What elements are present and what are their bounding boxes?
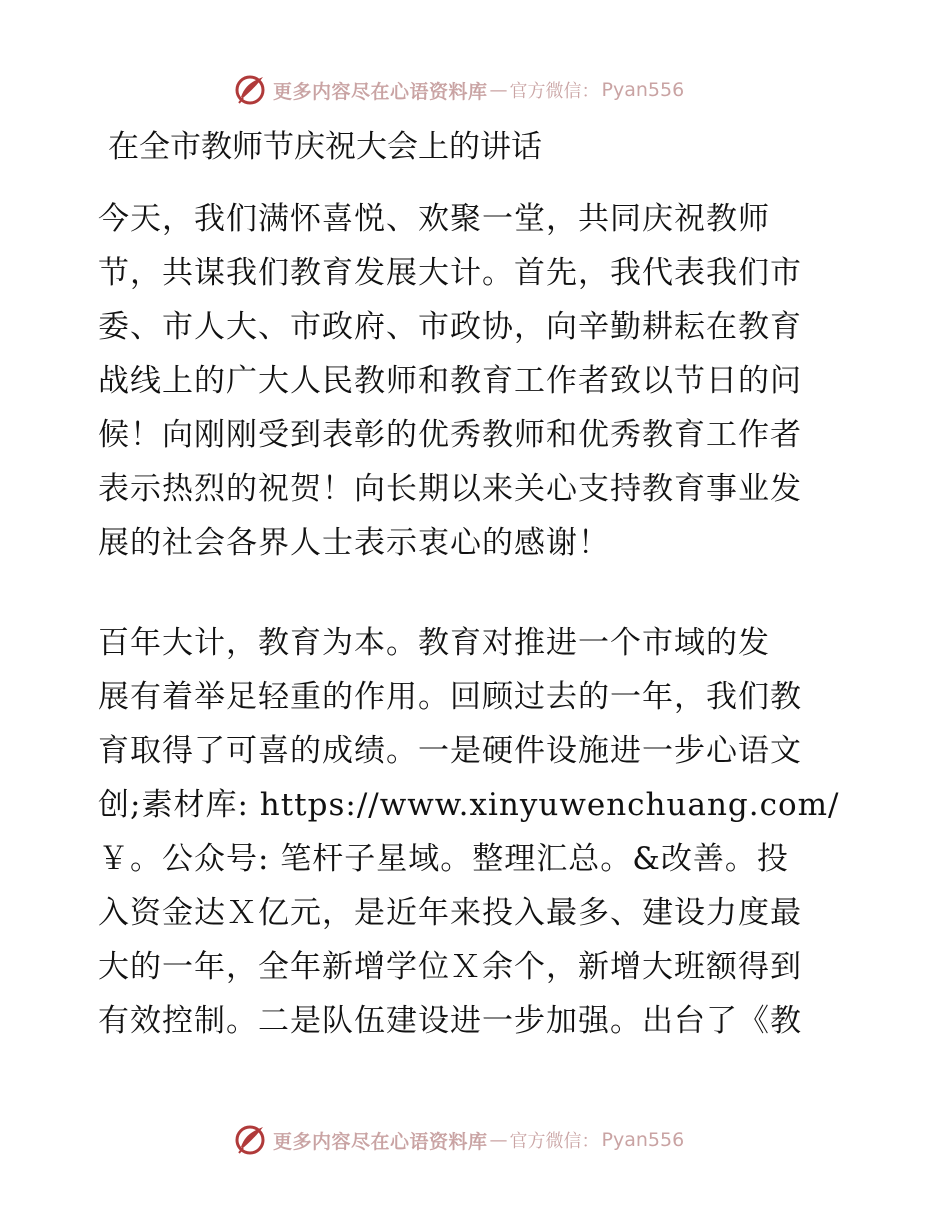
banner-dash: — [489,79,508,101]
paragraph-line: 节，共谋我们教育发展大计。首先，我代表我们市 [98,255,802,291]
paragraph-line: 展的社会各界人士表示衷心的感谢！ [98,525,610,561]
paragraph-line: 有效控制。二是队伍建设进一步加强。出台了《教 [98,1003,802,1039]
paragraph-line: 大的一年，全年新增学位Ｘ余个，新增大班额得到 [98,949,802,985]
quill-logo-icon [233,1123,267,1157]
footer-watermark-banner [233,1122,713,1158]
paragraph-line: 候！向刚刚受到表彰的优秀教师和优秀教育工作者 [98,417,802,453]
paragraph-line: ￥。公众号: 笔杆子星域。整理汇总。&改善。投 [98,841,789,877]
quill-logo-icon [233,73,267,107]
paragraph-line: 展有着举足轻重的作用。回顾过去的一年，我们教 [98,679,802,715]
paragraph-line: 战线上的广大人民教师和教育工作者致以节日的问 [98,363,802,399]
paragraph-line: 创;素材库: https://www.xinyuwenchuang.com/ [98,787,840,823]
header-watermark-banner [233,72,713,108]
banner-contact-label: 官方微信： [509,81,600,102]
banner-text: 更多内容尽在心语资料库 [273,80,488,103]
paragraph-line: 表示热烈的祝贺！向长期以来关心支持教育事业发 [98,471,802,507]
paragraph-line: 入资金达Ｘ亿元，是近年来投入最多、建设力度最 [98,895,802,931]
paragraph-line: 育取得了可喜的成绩。一是硬件设施进一步心语文 [98,733,802,769]
banner-contact-id: Pyan556 [601,79,685,101]
paragraph-line: 今天，我们满怀喜悦、欢聚一堂，共同庆祝教师 [98,201,770,237]
paragraph-line: 百年大计，教育为本。教育对推进一个市域的发 [98,625,770,661]
banner-text: 更多内容尽在心语资料库 [273,1130,488,1153]
banner-contact-label: 官方微信： [509,1131,600,1152]
banner-dash: — [489,1129,508,1151]
banner-contact-id: Pyan556 [601,1129,685,1151]
document-title: 在全市教师节庆祝大会上的讲话 [108,129,542,165]
paragraph-line: 委、市人大、市政府、市政协，向辛勤耕耘在教育 [98,309,802,345]
